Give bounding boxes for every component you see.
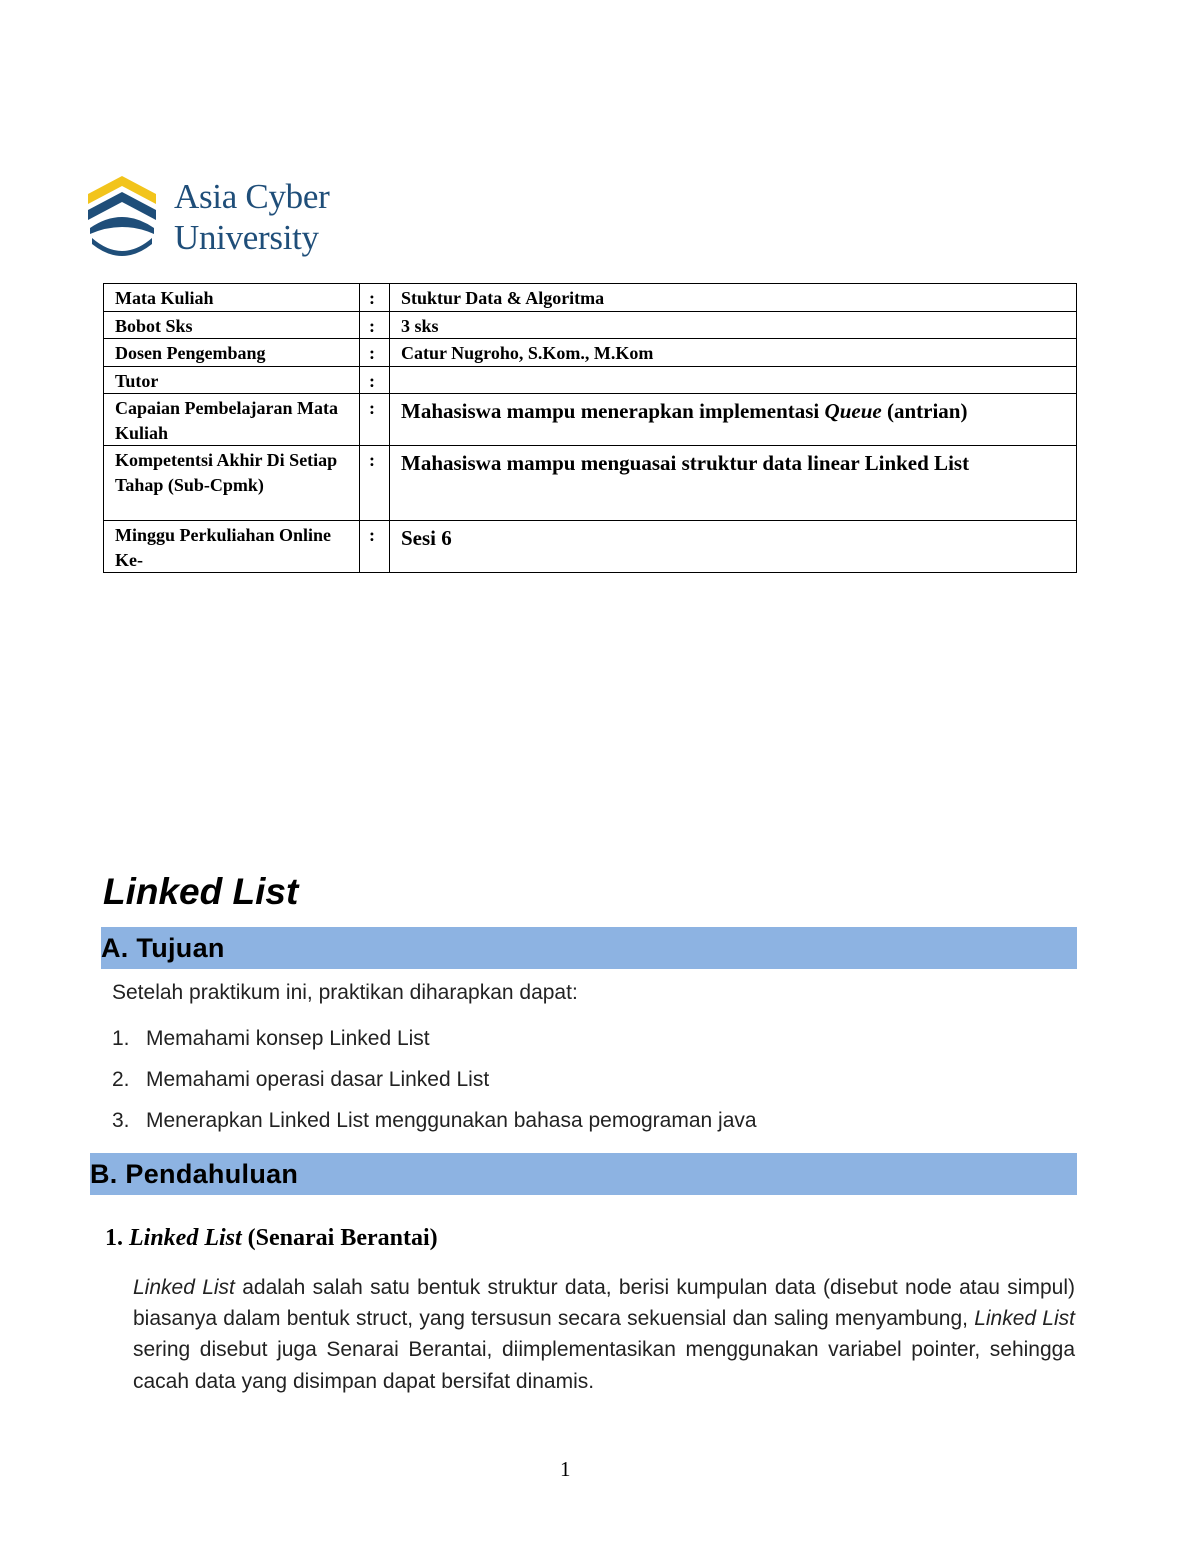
section-a-intro: Setelah praktikum ini, praktikan diharapkan dapat: <box>112 981 578 1004</box>
row-value: Sesi 6 <box>390 521 1077 573</box>
paragraph-text: adalah salah satu bentuk struktur data, berisi kumpulan data (disebut node atau simpul) biasanya dalam bentuk struct, yang tersusun secara sekuensial dan saling menyambung, <box>133 1276 1075 1331</box>
term-emphasis: Linked List <box>974 1307 1075 1331</box>
row-value: Mahasiswa mampu menguasai struktur data linear Linked List <box>390 446 1077 521</box>
list-number: 2. <box>112 1068 130 1091</box>
row-label: Mata Kuliah <box>104 284 360 312</box>
course-info-table <box>103 283 1077 573</box>
list-number: 1. <box>112 1027 130 1050</box>
table-row <box>104 446 1077 521</box>
list-text: Memahami konsep Linked List <box>146 1027 430 1050</box>
table-row <box>104 521 1077 573</box>
paragraph-text: sering disebut juga Senarai Berantai, diimplementasikan menggunakan variabel pointer, sehingga cacah data yang disimpan dapat bersifat dinamis. <box>133 1338 1075 1393</box>
row-label: Dosen Pengembang <box>104 339 360 367</box>
row-value <box>390 366 1077 394</box>
section-b-header <box>90 1153 1077 1195</box>
table-row <box>104 366 1077 394</box>
subsection-rest: (Senarai Berantai) <box>241 1225 438 1251</box>
list-text: Menerapkan Linked List menggunakan bahasa pemograman java <box>146 1109 757 1132</box>
row-separator: : <box>360 366 390 394</box>
page-title: Linked List <box>103 871 299 912</box>
row-separator: : <box>360 311 390 339</box>
objectives-list <box>112 1018 757 1141</box>
section-a-header <box>101 927 1077 969</box>
row-separator: : <box>360 394 390 446</box>
term-emphasis: Linked List <box>133 1276 235 1299</box>
subsection-heading <box>105 1222 438 1254</box>
row-separator: : <box>360 446 390 521</box>
page-number: 1 <box>560 1457 571 1481</box>
row-label: Bobot Sks <box>104 311 360 339</box>
table-row <box>104 311 1077 339</box>
row-value <box>390 394 1077 446</box>
logo-line-2: University <box>174 218 319 257</box>
list-item <box>112 1100 757 1141</box>
value-text: Mahasiswa mampu menerapkan implementasi <box>401 399 825 423</box>
row-value: 3 sks <box>390 311 1077 339</box>
row-value: Stuktur Data & Algoritma <box>390 284 1077 312</box>
logo-line-1: Asia Cyber <box>174 177 330 216</box>
section-b-heading: B. Pendahuluan <box>90 1159 299 1189</box>
university-crest-icon <box>86 176 158 258</box>
table-row <box>104 394 1077 446</box>
section-a-heading: A. Tujuan <box>101 933 225 963</box>
row-separator: : <box>360 521 390 573</box>
logo-wordmark <box>174 176 329 258</box>
table-row <box>104 284 1077 312</box>
subsection-number: 1. <box>105 1225 123 1251</box>
list-number: 3. <box>112 1109 130 1132</box>
list-text: Memahami operasi dasar Linked List <box>146 1068 490 1091</box>
row-value: Catur Nugroho, S.Kom., M.Kom <box>390 339 1077 367</box>
list-item <box>112 1018 757 1059</box>
list-item <box>112 1059 757 1100</box>
row-label: Tutor <box>104 366 360 394</box>
row-label: Capaian Pembelajaran Mata Kuliah <box>104 394 360 446</box>
row-label: Kompetentsi Akhir Di Setiap Tahap (Sub-Cpmk) <box>104 446 360 521</box>
table-row <box>104 339 1077 367</box>
university-logo <box>86 174 346 264</box>
row-separator: : <box>360 284 390 312</box>
value-emphasis: Queue <box>824 399 882 423</box>
subsection-emphasis: Linked List <box>129 1225 242 1251</box>
row-label: Minggu Perkuliahan Online Ke- <box>104 521 360 573</box>
value-text: (antrian) <box>881 399 968 423</box>
body-paragraph <box>133 1272 1075 1397</box>
row-separator: : <box>360 339 390 367</box>
